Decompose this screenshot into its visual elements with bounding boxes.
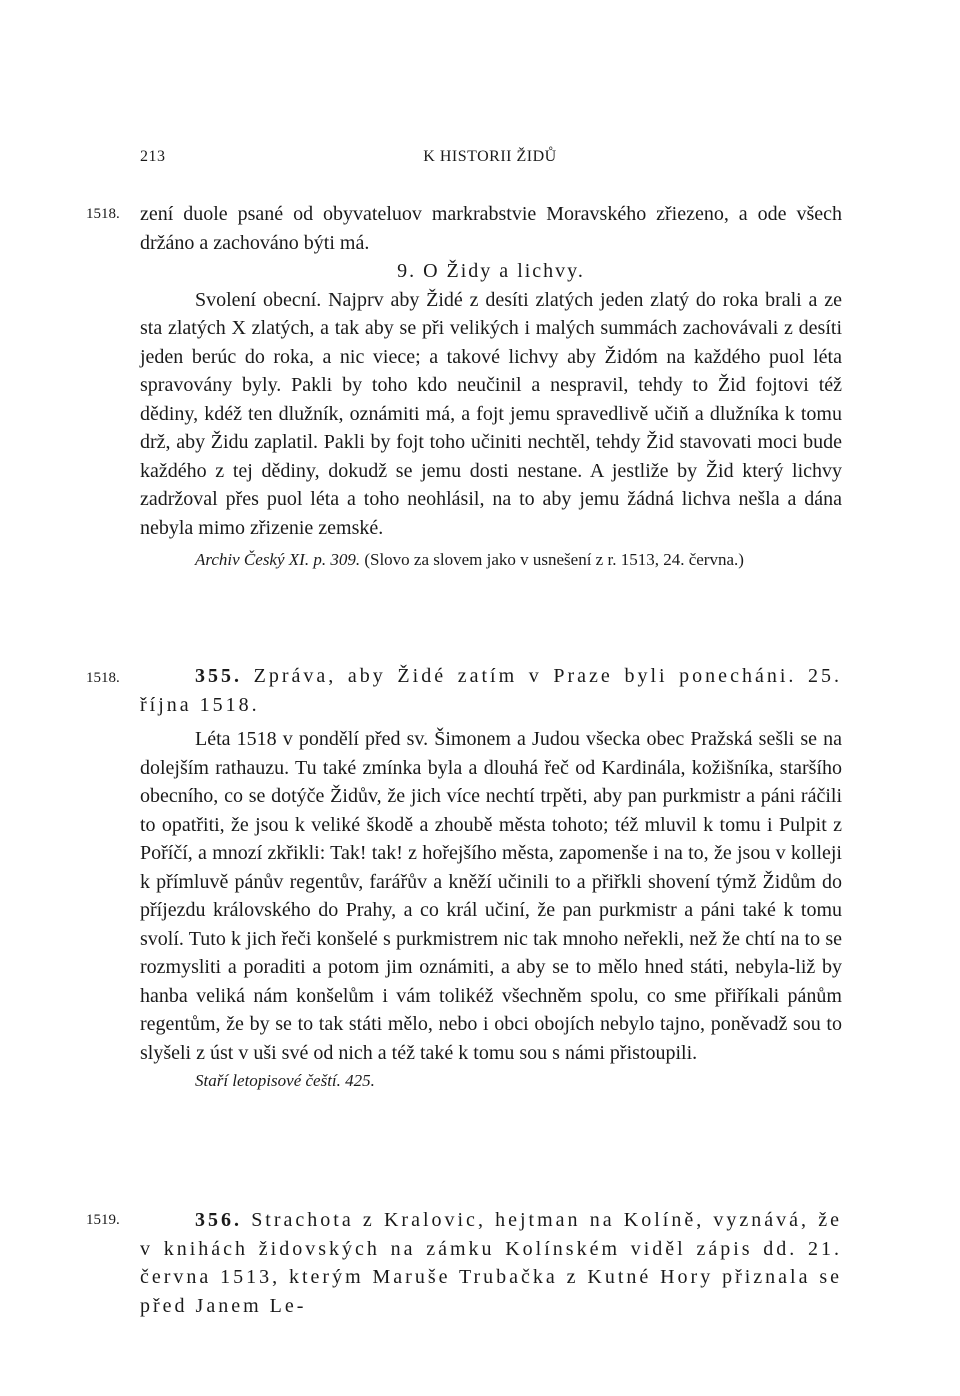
- section-title: Zpráva, aby Židé zatím v Praze byli ponecháni. 25. října 1518.: [140, 665, 843, 716]
- source-title: Archiv Český XI. p. 309.: [195, 550, 361, 569]
- section-356: [140, 1206, 842, 1320]
- paragraph: Léta 1518 v pondělí před sv. Šimonem a Judou všecka obec Pražská sešli se na dolejším rathauzu. Tu také zmínka byla a dlouhá řeč od Kardinála, kožišníka, staršího obecního, co se dotýče Židův, že jich více nechtí trpěti, aby pan purkmistr a páni ráčili to opatřiti, že jsou k veliké škodě a zhoubě města tohoto; též mluvil k tomu i Pulpit z Poříčí, a mnozí zkřikli: Tak! tak! z hořejšího města, zapomenše i na to, že jsou v kolleji k přímluvě pánův regentův, farářův a kněží učinili to a přiřkli shovení týmž Židům do příjezdu královského do Prahy, a co král učiní, že pan purkmistr a páni také k tomu svolí. Tuto k jich řeči konšelé s purkmistrem nic tak mnoho neřekli, než že chtí na to se rozmysliti a poraditi a potom jim oznámiti, a aby se to mělo hned státi, nebyla-liž by hanba veliká nám konšelům i vám tolikéž všechněm spolu, co sme přiříkali pánům regentům, že by se to tak státi mělo, nebo i obci obojích nebylo tajno, poněvadž sou to slyšeli z úst v uši své od nich a též také k tomu sou s námi přistoupili.: [140, 728, 842, 1064]
- page-number: 213: [140, 148, 166, 165]
- margin-year: 1518.: [86, 206, 120, 222]
- page-header: [140, 148, 840, 168]
- section-title: Strachota z Kralovic, hejtman na Kolíně, vyznává, že v knihách židovských na zámku Kolínském viděl zápis dd. 21. června 1513, kterým Maruše Trubačka z Kutné Hory přiznala se před Janem Le-: [140, 1209, 842, 1317]
- section-355: [140, 662, 842, 1096]
- margin-year: 1519.: [86, 1212, 120, 1228]
- section-heading: [140, 1206, 842, 1320]
- paragraph: zení duole psané od obyvateluov markrabstvie Moravského zřiezeno, a ode všech držáno a zachováno býti má.: [140, 203, 842, 254]
- source-citation: [140, 1067, 842, 1096]
- paragraph: Svolení obecní. Najprv aby Židé z desíti zlatých jeden zlatý do roka brali a ze sta zlatých X zlatých, a tak aby se při velikých i malých summách zachovávali z desíti jeden berúc do roka, a nic viece; a takové lichvy aby Židóm na každého puol léta spravovány byly. Pakli by toho kdo neučinil a nespravil, tehdy to Žid fojtovi též dědiny, kdéž ten dlužník, oznámiti má, a fojt jemu spravedlivě učiň a dlužníka k tomu drž, aby Židu zaplatil. Pakli by fojt toho učiniti nechtěl, tehdy Žid stavovati moci bude každého z tej dědiny, dokudž se jemu dosti nestane. A jestliže by Žid který lichvy zadržoval přes puol léta a toho neohlásil, na to aby jemu žádná lichva nešla a dána nebyla mimo zřizenie zemské.: [140, 288, 842, 539]
- section-number: 355.: [195, 665, 242, 687]
- margin-year: 1518.: [86, 670, 120, 686]
- section-heading: [140, 662, 842, 719]
- source-note: (Slovo za slovem jako v usnešení z r. 1513, 24. června.): [364, 550, 744, 569]
- section-previous: [140, 200, 842, 575]
- subheading: 9. O Židy a lichvy.: [397, 260, 585, 282]
- section-number: 356.: [195, 1209, 242, 1231]
- running-title: K HISTORII ŽIDŮ: [423, 148, 557, 165]
- source-citation: [140, 546, 842, 575]
- source-title: Staří letopisové čeští. 425.: [195, 1071, 375, 1090]
